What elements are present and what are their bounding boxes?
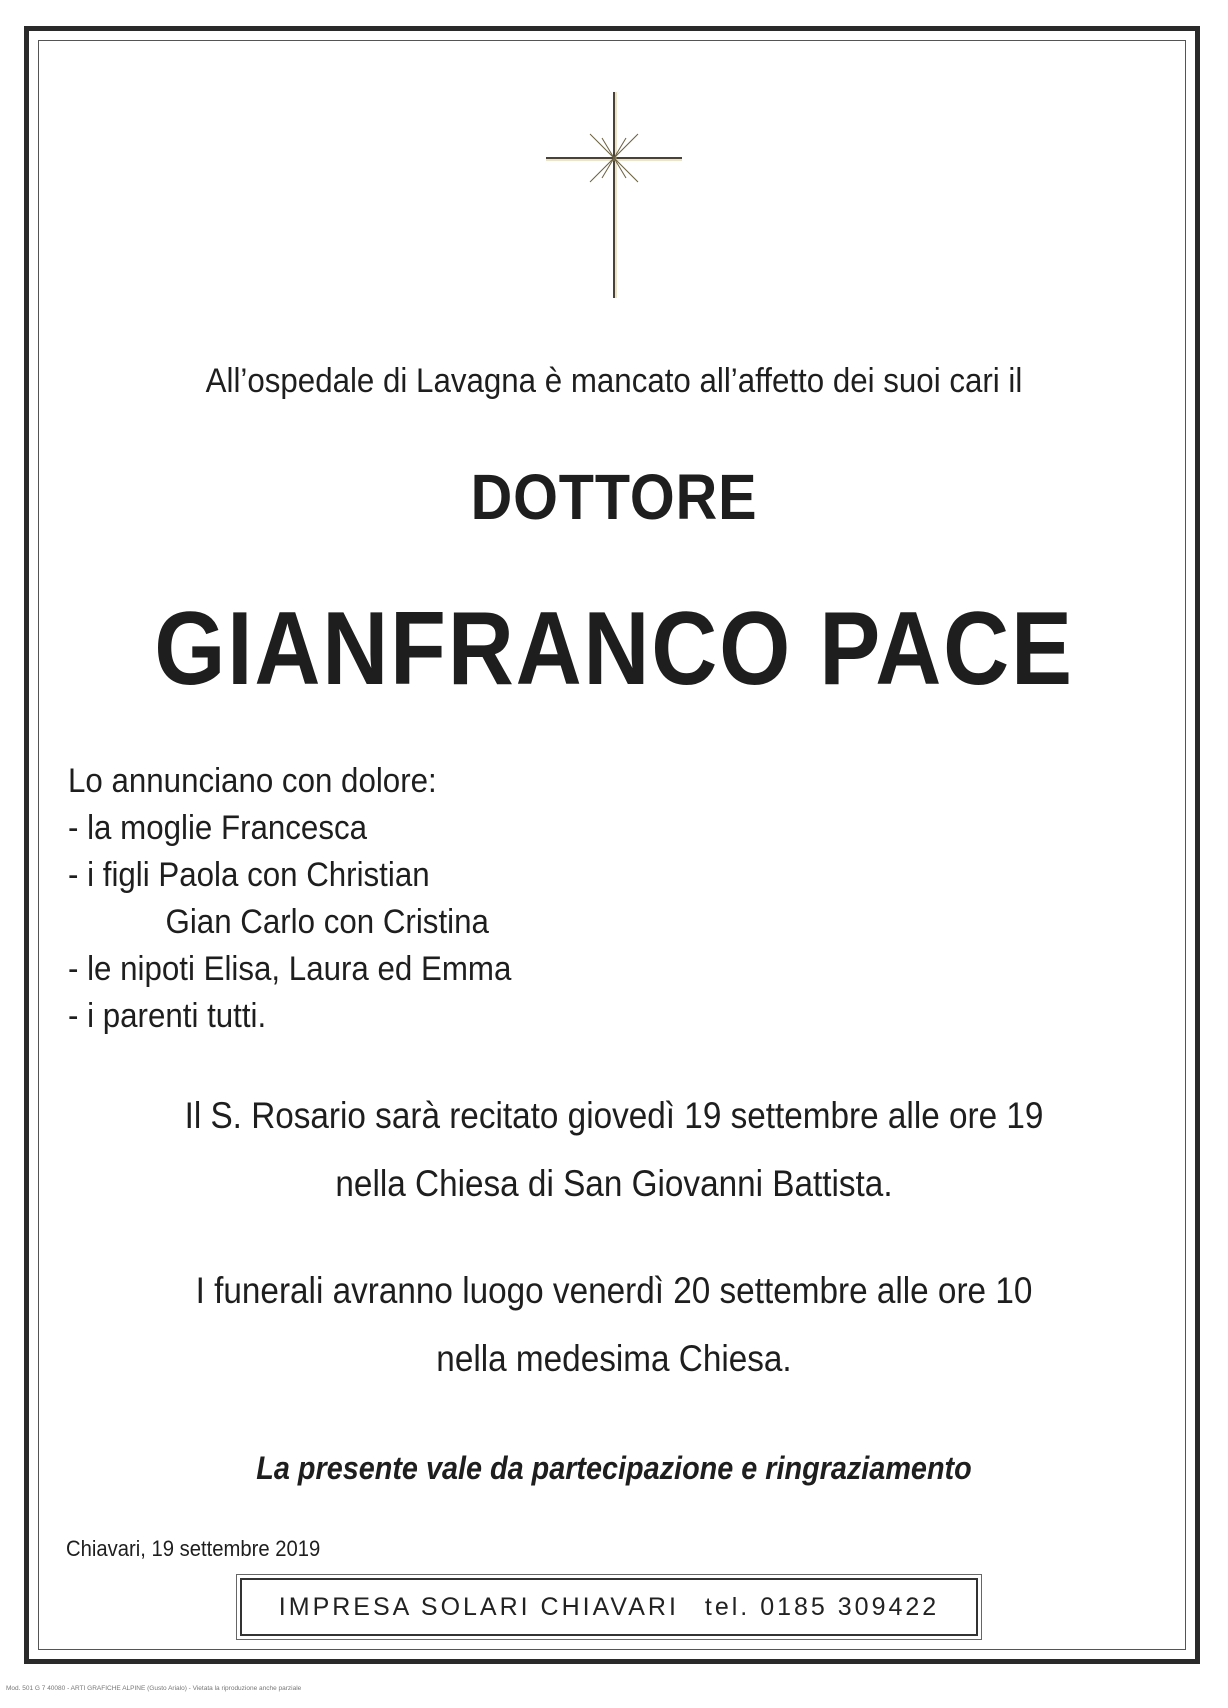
funeral-line-2: nella medesima Chiesa. <box>436 1338 792 1379</box>
rosary-line-2: nella Chiesa di San Giovanni Battista. <box>335 1163 893 1204</box>
company-name: IMPRESA SOLARI CHIAVARI <box>278 1592 679 1621</box>
rosary-line-1: Il S. Rosario sarà recitato giovedì 19 settembre alle ore 19 <box>184 1095 1044 1136</box>
company-phone: tel. 0185 309422 <box>704 1592 940 1621</box>
mourner-line: - i parenti tutti. <box>68 997 267 1035</box>
mourners-heading: Lo annunciano con dolore: <box>68 762 437 800</box>
intro-line: All’ospedale di Lavagna è mancato all’affetto dei suoi cari il <box>205 362 1023 400</box>
mourner-line: - la moglie Francesca <box>68 809 368 847</box>
cross-icon <box>546 92 682 298</box>
print-fine-print: Mod. 501 G 7 40080 - ARTI GRAFICHE ALPINE (Gusto Arialo) - Vietata la riproduzione anche parziale <box>6 1685 302 1692</box>
mourner-line: Gian Carlo con Cristina <box>165 903 489 941</box>
dateline: Chiavari, 19 settembre 2019 <box>66 1536 321 1561</box>
honorific-title: DOTTORE <box>470 461 758 533</box>
closing-statement: La presente vale da partecipazione e ringraziamento <box>256 1450 972 1486</box>
deceased-name: GIANFRANCO PACE <box>154 591 1074 707</box>
mourners-list <box>68 758 550 1040</box>
mourner-line: - i figli Paola con Christian <box>68 856 430 894</box>
mourner-line: - le nipoti Elisa, Laura ed Emma <box>68 950 512 988</box>
funeral-line-1: I funerali avranno luogo venerdì 20 settembre alle ore 10 <box>195 1270 1033 1311</box>
funeral-home-box <box>240 1578 978 1636</box>
